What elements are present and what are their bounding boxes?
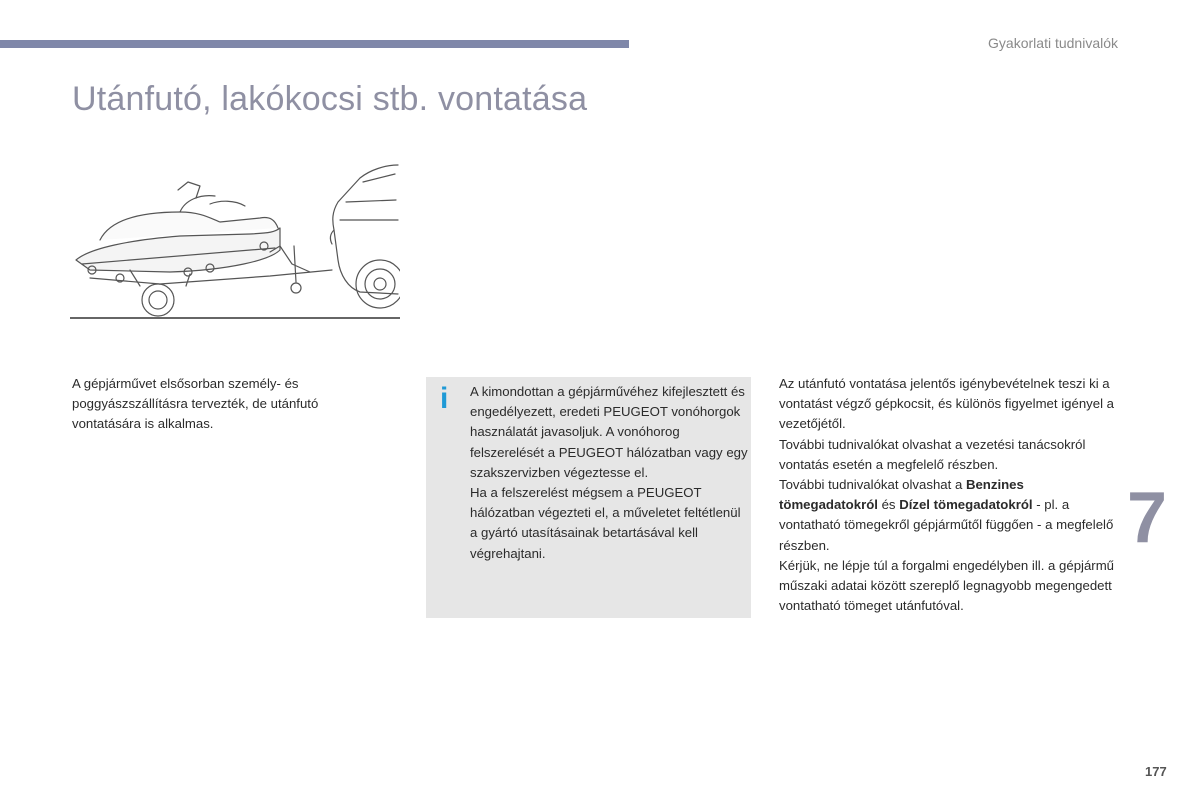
right-paragraph: Az utánfutó vontatása jelentős igénybevételnek teszi ki a vontatást végző gépkocsit, és különös figyelmet igényel a vezetőjétől. bbox=[779, 376, 1115, 432]
info-paragraph: A kimondottan a gépjárművéhez kifejlesztett és engedélyezett, eredeti PEUGEOT vonóhorgok használatát javasoljuk. A vonóhorog felszerelését a PEUGEOT hálózatban vagy egy szakszervizben végeztesse el. bbox=[470, 384, 748, 480]
bold-reference: Dízel tömegadatokról bbox=[899, 497, 1033, 513]
info-paragraph: Ha a felszerelést mégsem a PEUGEOT hálózatban végezteti el, a műveletet feltétlenül a gyártó utasításainak betartásával kell végrehajtani. bbox=[470, 485, 741, 561]
info-text bbox=[470, 382, 750, 564]
page-title: Utánfutó, lakókocsi stb. vontatása bbox=[72, 80, 588, 118]
header-rule bbox=[0, 40, 629, 48]
info-icon: i bbox=[440, 382, 449, 415]
chapter-number: 7 bbox=[1127, 478, 1168, 558]
text-fragment: és bbox=[877, 497, 900, 513]
intro-paragraph: A gépjárművet elsősorban személy- és poggyászszállításra tervezték, de utánfutó vontatására is alkalmas. bbox=[72, 376, 319, 432]
bold-reference: Benzines tömegadatokról bbox=[779, 477, 1024, 513]
info-box bbox=[426, 377, 751, 618]
text-fragment: További tudnivalókat olvashat a bbox=[779, 477, 966, 493]
text-fragment: - pl. a vontatható tömegekről gépjárműtől függően - a megfelelő részben. bbox=[779, 497, 1114, 553]
right-paragraph: Kérjük, ne lépje túl a forgalmi engedélyben ill. a gépjármű műszaki adatai között szereplő legnagyobb megengedett vontatható tömeget utánfutóval. bbox=[779, 557, 1115, 614]
page-number: 177 bbox=[1145, 764, 1167, 779]
right-paragraph-links bbox=[779, 475, 1124, 556]
trailer-jetski-illustration bbox=[70, 160, 400, 330]
section-label: Gyakorlati tudnivalók bbox=[988, 35, 1118, 51]
right-paragraph: További tudnivalókat olvashat a vezetési tanácsokról vontatás esetén a megfelelő részben. bbox=[779, 436, 1086, 472]
right-column bbox=[779, 374, 1124, 616]
